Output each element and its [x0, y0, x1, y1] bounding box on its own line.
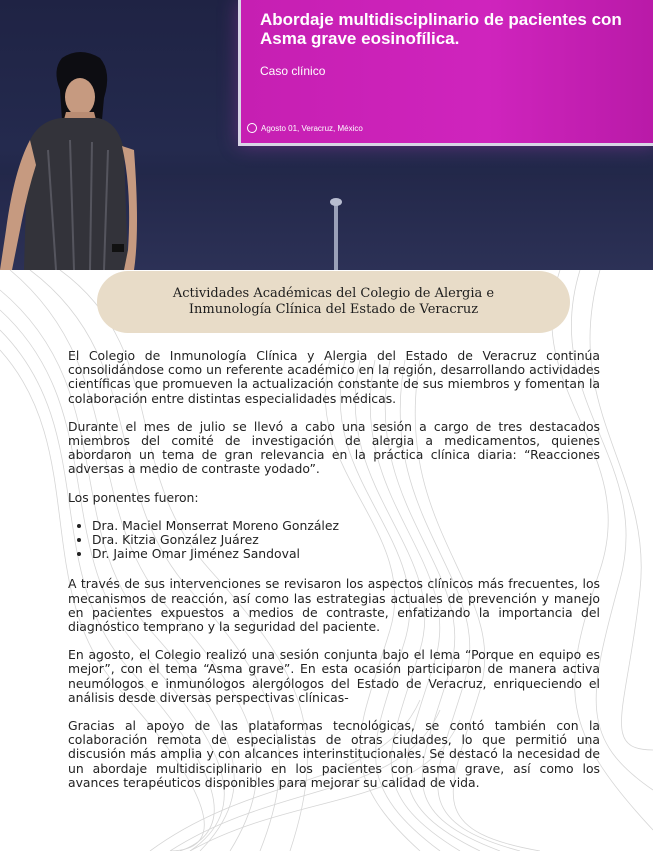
slide-subtitle: Caso clínico	[260, 64, 326, 78]
list-item: • Dra. Maciel Monserrat Moreno González	[92, 519, 600, 533]
logo-circle-icon	[247, 123, 257, 133]
slide-footer-text: Agosto 01, Veracruz, México	[261, 123, 363, 133]
slide-title: Abordaje multidisciplinario de pacientes con Asma grave eosinofílica.	[260, 10, 622, 48]
banner-title: Actividades Académicas del Colegio de Alergia e Inmunología Clínica del Estado de Veracruz	[172, 286, 495, 317]
speakers-intro: Los ponentes fueron:	[68, 489, 199, 505]
paragraph-interventions: A través de sus intervenciones se revisaron los aspectos clínicos más frecuentes, los mecanismos de reacción, así como las estrategias actuales de prevención y manejo en pacientes expuestos a medios de contraste, enfatizando la importancia del diagnóstico temprano y la seguridad del paciente.	[68, 576, 600, 635]
event-photo	[0, 0, 653, 270]
speakers-list	[68, 519, 600, 562]
list-item: • Dr. Jaime Omar Jiménez Sandoval	[92, 547, 600, 561]
paragraph-august-session: En agosto, el Colegio realizó una sesión conjunta bajo el lema “Porque en equipo es mejor”, con el tema “Asma grave”. En esta ocasión participaron de manera activa neumólogos e inmunólogos alergólogos del Estado de Veracruz, enriqueciendo el análisis desde diversas perspectivas clínicas-	[68, 647, 600, 705]
paragraph-technology: Gracias al apoyo de las plataformas tecnológicas, se contó también con la colaboración remota de especialistas de otras ciudades, lo que permitió una discusión más amplia y con alcances interinstitucionales. Se destacó la necesidad de un abordaje multidisciplinario en los pacientes con asma grave, así como los avances terapéuticos disponibles para mejorar su calidad de vida.	[68, 718, 600, 790]
speaker-figure	[0, 0, 140, 270]
paragraph-july-session: Durante el mes de julio se llevó a cabo una sesión a cargo de tres destacados miembros del comité de investigación de alergia a medicamentos, quienes abordaron un tema de gran relevancia en la práctica clínica diaria: “Reacciones adversas a medio de contraste yodado”.	[68, 418, 600, 477]
list-item: • Dra. Kitzia González Juárez	[92, 533, 600, 547]
slide-footer	[247, 123, 363, 133]
paragraph-intro: El Colegio de Inmunología Clínica y Alergia del Estado de Veracruz continúa consolidándose como un referente académico en la región, desarrollando actividades científicas que promueven la actualización constante de sus miembros y fomentan la colaboración entre distintas especialidades médicas.	[68, 348, 600, 406]
microphone-stand	[325, 196, 347, 270]
section-banner	[97, 271, 570, 333]
article-body	[68, 349, 600, 804]
projection-screen	[238, 0, 653, 146]
